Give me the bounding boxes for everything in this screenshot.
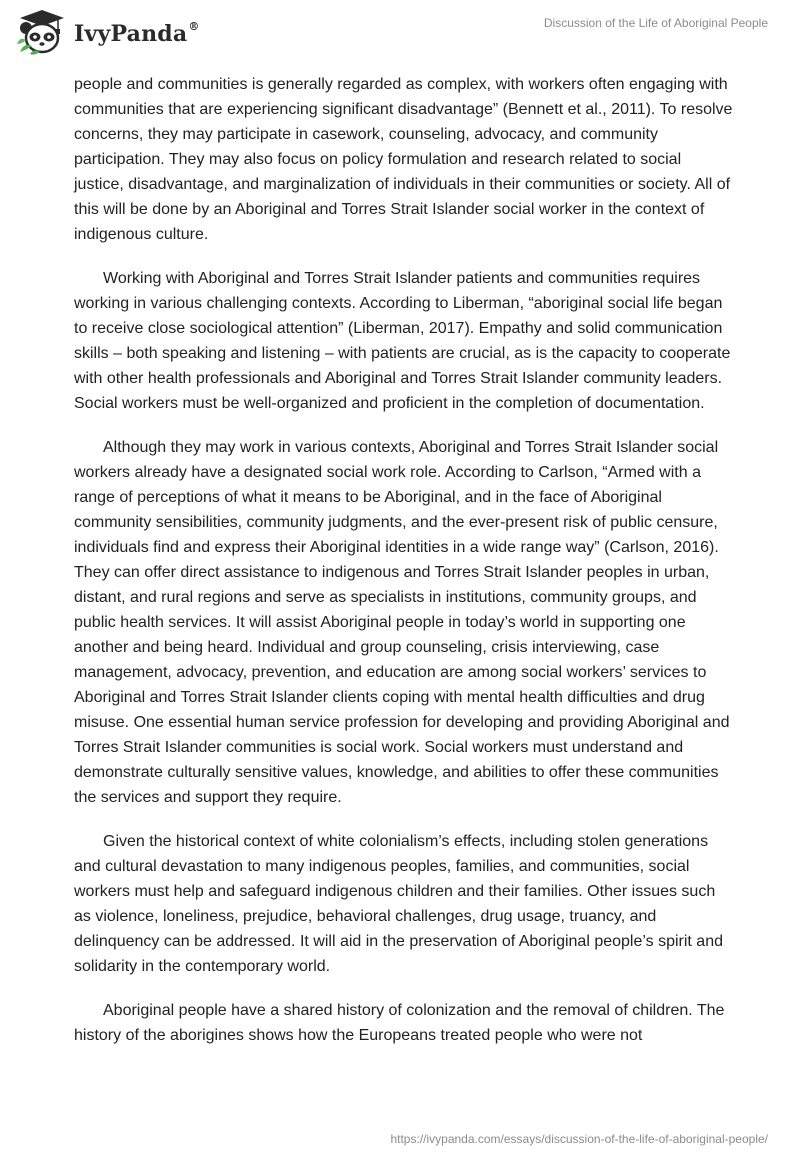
paragraph-3: Although they may work in various contexts, Aboriginal and Torres Strait Islander social workers already have a designated social work role. According to Carlson, “Armed with a range of perceptions of what it means to be Aboriginal, and in the face of Aboriginal community sensibilities, community judgments, and the ever-present risk of public censure, individuals find and express their Aboriginal identities in a wide range way” (Carlson, 2016). They can offer direct assistance to indigenous and Torres Strait Islander peoples in urban, distant, and rural regions and serve as specialists in institutions, community groups, and public health services. It will assist Aboriginal people in today’s world in supporting one another and being heard. Individual and group counseling, crisis interviewing, case management, advocacy, prevention, and education are among social workers’ services to Aboriginal and Torres Strait Islander clients coping with mental health difficulties and drug misuse. One essential human service profession for developing and providing Aboriginal and Torres Strait Islander communities is social work. Social workers must understand and demonstrate culturally sensitive values, knowledge, and abilities to offer these communities the services and support they require. <box>74 439 730 806</box>
source-url[interactable]: https://ivypanda.com/essays/discussion-of-the-life-of-aboriginal-people/ <box>390 1132 768 1146</box>
paragraph-4: Given the historical context of white colonialism’s effects, including stolen generations and cultural devastation to many indigenous peoples, families, and communities, social workers must help and safeguard indigenous children and their families. Other issues such as violence, loneliness, prejudice, behavioral challenges, drug usage, truancy, and delinquency can be addressed. It will aid in the preservation of Aboriginal people’s spirit and solidarity in the contemporary world. <box>74 833 723 975</box>
registered-mark: ® <box>188 19 200 33</box>
document-title: Discussion of the Life of Aboriginal People <box>543 16 768 30</box>
ivypanda-logo[interactable] <box>14 8 200 58</box>
page-header <box>0 0 800 66</box>
brand-name-text: IvyPanda <box>74 21 188 47</box>
brand-name <box>74 21 200 47</box>
paragraph-5: Aboriginal people have a shared history of colonization and the removal of children. The history of the aborigines shows how the Europeans treated people who were not <box>74 1002 725 1044</box>
panda-graduation-cap-icon <box>14 8 70 58</box>
paragraph-2: Working with Aboriginal and Torres Strait Islander patients and communities requires working in various challenging contexts. According to Liberman, “aboriginal social life began to receive close sociological attention” (Liberman, 2017). Empathy and solid communication skills – both speaking and listening – with patients are crucial, as is the capacity to cooperate with other health professionals and Aboriginal and Torres Strait Islander community leaders. Social workers must be well-organized and proficient in the completion of documentation. <box>74 270 731 412</box>
paragraph-1: people and communities is generally regarded as complex, with workers often engaging with communities that are experiencing significant disadvantage” (Bennett et al., 2011). To resolve concerns, they may participate in casework, counseling, advocacy, and community participation. They may also focus on policy formulation and research related to social justice, disadvantage, and marginalization of individuals in their communities or society. All of this will be done by an Aboriginal and Torres Strait Islander social worker in the context of indigenous culture. <box>74 76 733 243</box>
essay-body <box>74 72 734 1067</box>
